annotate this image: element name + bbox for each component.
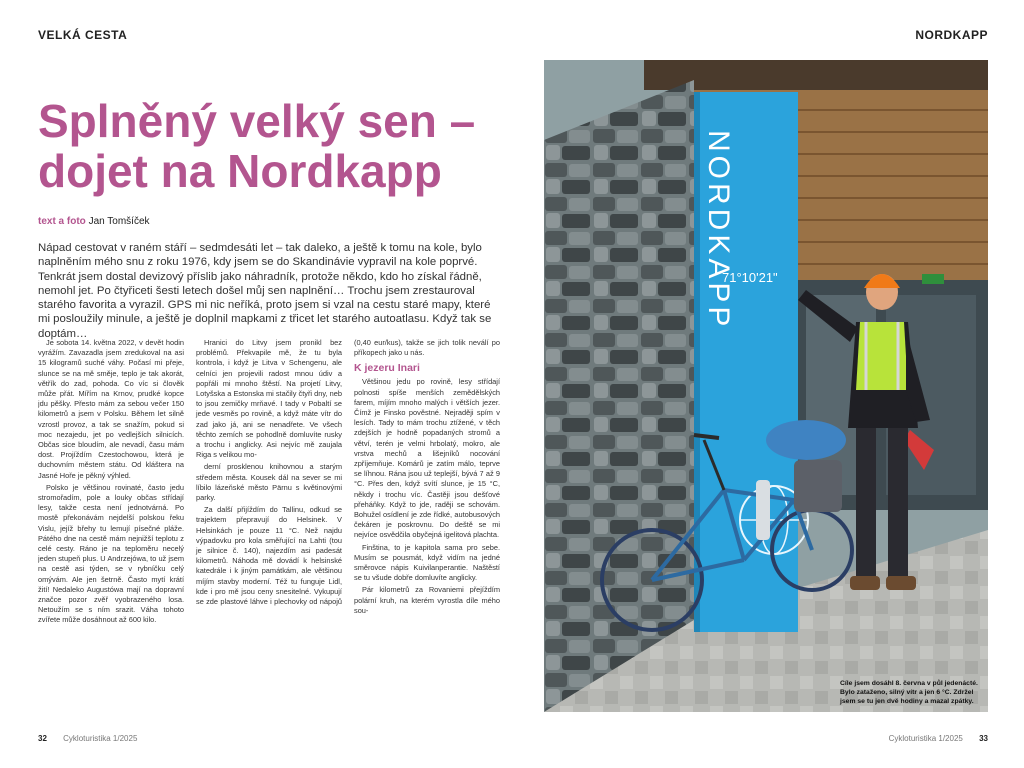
paragraph: Finština, to je kapitola sama pro sebe. Musím se pousmát, když vidím na jedné směrovce nápis Kuivilanperantie. Naštěstí se tu všude dobře domluvíte anglicky. — [354, 542, 500, 583]
byline-author: Jan Tomšíček — [88, 216, 150, 227]
paragraph: Hranici do Litvy jsem pronikl bez problémů. Překvapile mě, že tu byla kontrola, i když je Litva v Schengenu, ale celníci jen projevili radost mnou údiv a popřáli mi mnoho štěstí. Na projetí Litvy, Lotyšska a Estonska mi stačily čtyři dny, neb to jsou zemičky mrňavé. I tady v Pobaltí se jede vesměs po rovině, a když máte vítr do zad jako já, ani se nenadřete. Ve všech těchto zemích se pohodlně domluvíte rusky a trochu i anglicky. Asi nejvíc mě zaujala Riga s velikou mo- — [196, 338, 342, 460]
magazine-issue: Cykloturistika 1/2025 — [888, 734, 963, 743]
byline-label: text a foto — [38, 216, 86, 227]
left-footer — [38, 734, 137, 743]
paragraph: Polsko je většinou rovinaté, často jedu stromořadím, pole a louky občas střídají lesy, takže cesta není jednotvárná. Po mostě překonávám nejdelší polskou řeku Vislu, jejíž břehy tu lemují písečné pláže. Pátého dne na cestě mám nejnižší teplotu z celé cesty. Ráno je na teploměru necelý jeden stupeň plus. U Andrzejówa, to už jsem na cestě asi týden, se v rybníčku celý omývám. Ale jen šetrně. Často mytí krátí žití! Nedaleko Augustówa mají na dopravní značce pozor zvěř vyobrazeného losa. Netoužím se s ním srazit. Váha tohoto zvířete může dosáhnout až 600 kilo. — [38, 482, 184, 625]
paragraph: Je sobota 14. května 2022, v devět hodin vyrážím. Zavazadla jsem zredukoval na asi 15 kilogramů suché váhy. Počasí mi přeje, slunce se na mě směje, teplo je tak akorát, větřík do zad, pohoda. Co víc si člověk může přát. Mířím na Krnov, prudké kopce jdu pěšky. Přesto mám za sebou večer 150 kilometrů a jsem v Polsku. Během let silně vzrostl provoz, a tak se snažím, pokud si moc nezajedu, jet po vedlejších silnicích. Občas sice bloudím, ale nevadí, času mám dost. Projíždím Czestochowou, která je duchovním městem státu. Od kláštera na Jasné Hoře je pěkný výhled. — [38, 338, 184, 480]
page-number: 33 — [979, 734, 988, 743]
paragraph: Za další přijíždím do Tallinu, odkud se trajektem přepravují do Helsinek. V Helsinkách je pouze 11 °C. Než najdu výpadovku pro kola směřující na Lahti (tou je silnice č. 140), najezdím asi padesát kilometrů. Náhoda mě dovádí k helsinské katedrále i k jiným památkám, ale většinou míjím stavby moderní. Též tu funguje Lidl, kde i pro mě jsou ceny snesitelné. Vykupují se zde plastové láhve i plechovky od nápojů (0,40 eur/kus), takže se jich tolik neválí po příkopech jako u nás. — [196, 338, 500, 607]
photo-illustration — [544, 60, 988, 712]
photo-caption: Cíle jsem dosáhl 8. června v půl jedenácté. Bylo zataženo, silný vítr a jen 6 °C. Zdržel jsem se tu jen dvě hodiny a mazal zpátky. — [840, 680, 978, 705]
nordkapp-photo — [544, 60, 988, 712]
title-line-2: dojet na Nordkapp — [38, 145, 442, 197]
subheading: K jezeru Inari — [354, 362, 420, 375]
paragraph: derní prosklenou knihovnou a starým středem města. Kousek dál na sever se mi líbilo lázeňské město Pärnu s květinovými parky. — [196, 462, 342, 503]
page-number: 32 — [38, 734, 47, 743]
byline — [38, 216, 150, 227]
paragraph: Většinou jedu po rovině, lesy střídají polnosti spíše menších zemědělských farem, míjím mnoho malých i větších jezer. Čímž je Finsko pověstné. Nejraději spím v lesích. Tady to mám trochu ztížené, v těch zdejších je hodně popadaných stromů a větví, terén je velmi hrbolatý, mokro, ale vrstva mechů a lišejníků nocování zpříjemňuje. Komárů je zatím málo, teprve se líhnou. Rána jsou už teplejší, bývá 7 až 9 °C. Přes den, když svítí slunce, je 15 °C, někdy i trochu víc. Častěji jsou dešťové přeháňky. Když to jde, raději se schovám. Bohužel osídlení je zde řídké, autobusových čekáren je poskrovnu. Do deště se mi nejvíce osvědčila obyčejná igelitová plachta. — [354, 377, 500, 540]
right-footer — [889, 734, 988, 743]
title-line-1: Splněný velký sen – — [38, 95, 476, 147]
body-text-columns — [38, 338, 500, 730]
lead-paragraph: Nápad cestovat v raném stáří – sedmdesáti let – tak daleko, a ještě k tomu na kole, bylo naplněním mého snu z roku 1976, kdy jsem se do Skandinávie vypravil na kole poprvé. Tenkrát jsem dostal devizový příslib jako náhradník, protože někdo, kdo ho získal řádně, nemohl jet. Po čtyřiceti šesti letech došel můj sen naplnění… Trochu jsem zrestauroval starého favorita a vyrazil. GPS mi nic neříká, proto jsem si vzal na cestu staré mapy, které mi posloužily minule, a ještě je doplnil mapkami z třicet let starého autoatlasu. Když tak se doptám… — [38, 242, 492, 340]
sign-text: NORDKAPP — [702, 130, 735, 331]
sign-coordinates: 71°10'21" — [722, 270, 778, 285]
magazine-issue: Cykloturistika 1/2025 — [63, 734, 138, 743]
section-label: VELKÁ CESTA — [38, 28, 128, 42]
article-title — [38, 96, 498, 196]
section-label: NORDKAPP — [915, 28, 988, 42]
paragraph: Pár kilometrů za Rovaniemi přejíždím polární kruh, na kterém vyrostla díle mého sou- — [354, 585, 500, 615]
